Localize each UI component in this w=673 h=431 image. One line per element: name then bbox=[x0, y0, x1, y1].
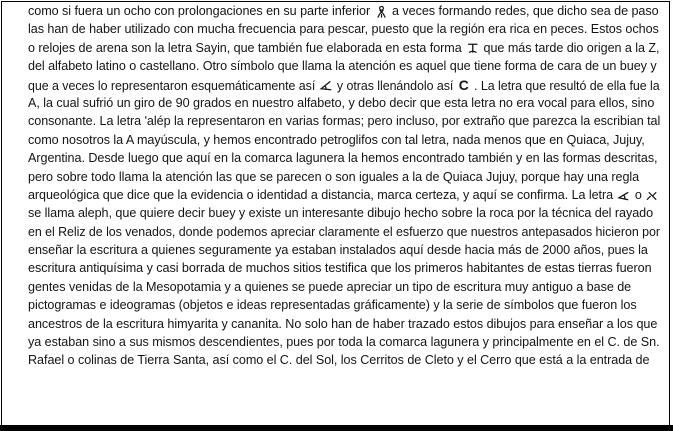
text-line-15 bbox=[28, 259, 660, 277]
text-line-3 bbox=[28, 39, 659, 57]
text-line-9 bbox=[28, 149, 660, 167]
text-line-10 bbox=[28, 168, 660, 186]
text-line-20a: Rafael o colinas de Tierra Santa, así como el C. del Sol, los Cerritos de Cleto y el Cerro que está a la entrada de bbox=[28, 353, 650, 368]
text-line-15a: escritura antiquísima y casi borrada de muchos sitios testifica que los primeros habitantes de estas tierras fueron bbox=[28, 261, 652, 276]
text-line-5c: . La letra que resultó de ella fue la bbox=[474, 78, 660, 93]
text-line-6a: A, la cual sufrió un giro de 90 grados en nuestro alfabeto, y debo decir que esta letra no era vocal para ellos, sino bbox=[28, 95, 655, 110]
text-line-3b: que más tarde dio origen a la Z, bbox=[483, 40, 660, 55]
text-line-11b: o bbox=[634, 187, 642, 202]
angle-aleph-glyph-icon bbox=[617, 189, 630, 203]
text-line-3a: o relojes de arena son la letra Sayin, que también fue elaborada en esta forma bbox=[28, 40, 462, 55]
text-line-13a: en el Reliz de los venados, donde podemos apreciar claramente el esfuerzo que nuestros antepasados hicieron por bbox=[28, 224, 660, 239]
text-line-19a: ya estaban sino a sus mismos descendientes, pues por toda la comarca lagunera y principalmente en el C. de Sn. bbox=[28, 335, 660, 350]
filled-c-ox-head-glyph-icon: C bbox=[458, 76, 469, 93]
document-body bbox=[28, 2, 660, 370]
text-line-18 bbox=[28, 315, 660, 333]
text-line-10a: pero sobre todo llama la atención las que se parecen o son iguales a la de Quiaca Jujuy, porque hay una regla bbox=[28, 169, 640, 184]
text-line-7 bbox=[28, 112, 660, 130]
text-line-11a: arqueológica que dice que la evidencia o identidad a distancia, marca certeza, y aquí se confirma. La letra bbox=[28, 187, 614, 202]
text-line-9a: Argentina. Desde luego que aquí en la comarca lagunera la hemos encontrado también y en las formas descritas, bbox=[28, 151, 658, 166]
x-ox-head-glyph-icon bbox=[646, 189, 659, 203]
text-line-1b: a veces formando redes, que dicho sea de paso bbox=[392, 4, 659, 18]
text-line-4 bbox=[28, 57, 660, 75]
text-line-1a: como si fuera un ocho con prolongaciones en su parte inferior bbox=[28, 4, 371, 18]
text-line-19 bbox=[28, 333, 660, 351]
text-line-2 bbox=[28, 20, 660, 38]
text-line-14a: enseñar la escritura a quienes seguramente ya estaban instalados aquí desde hacia más de 2000 años, pues la bbox=[28, 243, 648, 258]
text-line-18a: ancestros de la escritura himyarita y cananita. No solo han de haber trazado estos dibujos para enseñar a los que bbox=[28, 316, 658, 331]
text-line-17a: pictogramas e ideogramas (objetos e ideas representadas gráficamente) y la serie de símbolos que fueron los bbox=[28, 298, 637, 313]
text-line-17 bbox=[28, 296, 660, 314]
text-line-16a: gentes venidas de la Mesopotamia y a quienes se puede apreciar un tipo de escritura muy antiguo a base de bbox=[28, 279, 632, 294]
text-line-11 bbox=[28, 186, 658, 204]
text-line-16 bbox=[28, 278, 660, 296]
text-line-8a: como nosotros la A mayúscula, y hemos encontrado petroglifos con tal letra, nada menos que en Quiaca, Jujuy, bbox=[28, 132, 645, 147]
text-line-5 bbox=[28, 76, 660, 94]
text-line-5a: que a veces lo representaron esquemáticamente así bbox=[28, 78, 316, 93]
text-line-12 bbox=[28, 204, 660, 222]
text-line-13 bbox=[28, 223, 660, 241]
text-line-14 bbox=[28, 241, 660, 259]
scan-bottom-edge bbox=[0, 425, 673, 431]
text-line-7a: consonante. La letra 'alép la representaron en varias formas; pero incluso, por extraño que parezca la escribian tal bbox=[28, 114, 661, 129]
text-line-2a: las han de haber utilizado con mucha frecuencia para pescar, puesto que la región era rica en peces. Estos ochos bbox=[28, 22, 659, 37]
angle-ox-head-glyph-icon bbox=[320, 79, 333, 93]
text-line-1 bbox=[28, 2, 660, 20]
text-line-6 bbox=[28, 94, 660, 112]
inverted-t-zayin-glyph-icon bbox=[466, 41, 479, 55]
text-line-20 bbox=[28, 351, 660, 369]
figure-eight-with-prongs-glyph-icon bbox=[375, 5, 388, 19]
text-line-12a: se llama aleph, que quiere decir buey y existe un interesante dibujo hecho sobre la roca por la técnica del rayado bbox=[28, 206, 654, 221]
text-line-5b: y otras llenándolo así bbox=[336, 78, 454, 93]
text-line-4a: del alfabeto latino o castellano. Otro símbolo que llama la atención es aquel que tiene forma de cara de un buey y bbox=[28, 59, 657, 74]
text-line-8 bbox=[28, 131, 660, 149]
